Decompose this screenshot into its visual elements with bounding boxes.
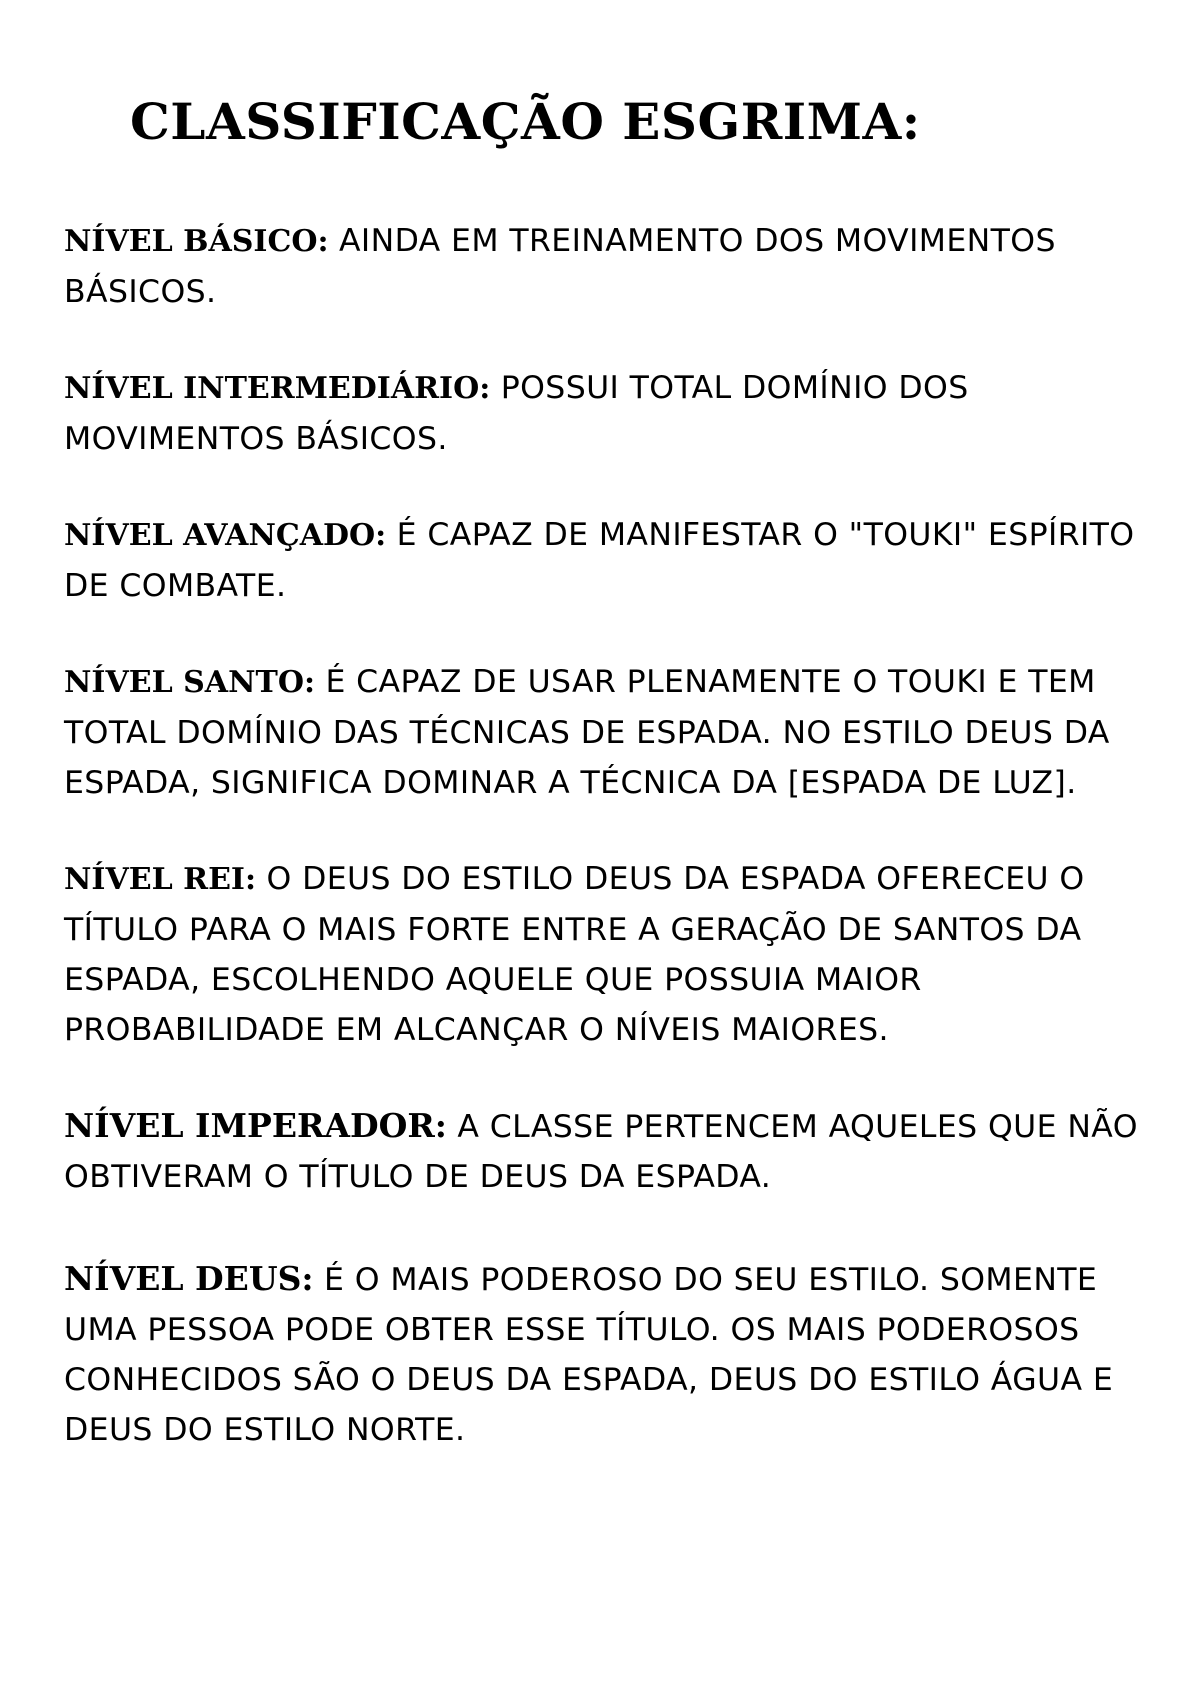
level-avancado xyxy=(64,510,1164,611)
level-label: NÍVEL REI: xyxy=(64,862,257,897)
level-description: É O MAIS PODEROSO DO SEU ESTILO. SOMENTE UMA PESSOA PODE OBTER ESSE TÍTULO. OS MAIS PODEROSOS CONHECIDOS SÃO O DEUS DA ESPADA, DEUS DO ESTILO ÁGUA E DEUS DO ESTILO NORTE. xyxy=(64,1262,1114,1448)
page-title: CLASSIFICAÇÃO ESGRIMA: xyxy=(130,92,921,151)
level-description: O DEUS DO ESTILO DEUS DA ESPADA OFERECEU O TÍTULO PARA O MAIS FORTE ENTRE A GERAÇÃO DE SANTOS DA ESPADA, ESCOLHENDO AQUELE QUE POSSUIA MAIOR PROBABILIDADE EM ALCANÇAR O NÍVEIS MAIORES. xyxy=(64,861,1085,1048)
level-label: NÍVEL BÁSICO: xyxy=(64,224,329,259)
level-rei xyxy=(64,854,1164,1055)
level-label: NÍVEL DEUS: xyxy=(64,1259,314,1298)
level-deus xyxy=(64,1254,1164,1455)
classification-list xyxy=(64,216,1164,1501)
level-description: É CAPAZ DE MANIFESTAR O "TOUKI" ESPÍRITO DE COMBATE. xyxy=(64,517,1135,604)
level-intermediario xyxy=(64,363,1164,464)
level-description: A CLASSE PERTENCEM AQUELES QUE NÃO OBTIVERAM O TÍTULO DE DEUS DA ESPADA. xyxy=(64,1109,1138,1195)
level-label: NÍVEL AVANÇADO: xyxy=(64,518,387,553)
level-description: POSSUI TOTAL DOMÍNIO DOS MOVIMENTOS BÁSICOS. xyxy=(64,370,969,457)
level-description: AINDA EM TREINAMENTO DOS MOVIMENTOS BÁSICOS. xyxy=(64,223,1056,310)
level-imperador xyxy=(64,1101,1164,1202)
level-description: É CAPAZ DE USAR PLENAMENTE O TOUKI E TEM TOTAL DOMÍNIO DAS TÉCNICAS DE ESPADA. NO ESTILO DEUS DA ESPADA, SIGNIFICA DOMINAR A TÉCNICA DA [ESPADA DE LUZ]. xyxy=(64,664,1110,801)
level-label: NÍVEL INTERMEDIÁRIO: xyxy=(64,371,491,406)
level-santo xyxy=(64,657,1164,808)
level-label: NÍVEL SANTO: xyxy=(64,665,316,700)
level-basico xyxy=(64,216,1164,317)
level-label: NÍVEL IMPERADOR: xyxy=(64,1106,447,1145)
